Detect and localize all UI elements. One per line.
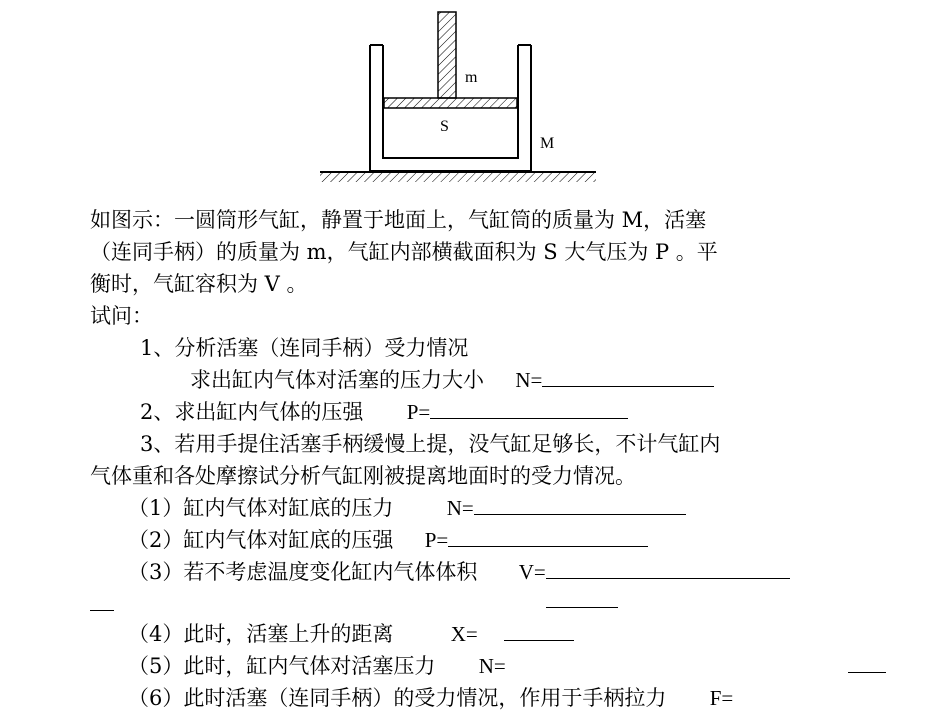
piston-handle [438, 12, 456, 98]
sub5-var: N= [478, 654, 506, 678]
sub3-continuation-dash [90, 610, 114, 611]
q1-sub [190, 366, 714, 394]
q1-answer-blank[interactable] [542, 366, 714, 387]
q1-sub-text: 求出缸内气体对活塞的压力大小 [190, 368, 484, 392]
sub1-var: N= [446, 496, 474, 520]
sub6 [128, 684, 733, 712]
sub5-text: （5）此时，缸内气体对活塞压力 [128, 654, 436, 678]
sub5 [128, 652, 506, 680]
sub5-answer-blank[interactable] [848, 672, 886, 673]
sub2 [128, 526, 648, 554]
q2 [140, 398, 628, 426]
sub4-answer-blank[interactable] [504, 620, 574, 641]
sub1-text: （1）缸内气体对缸底的压力 [128, 496, 394, 520]
q2-var: P= [406, 400, 431, 424]
ground-hatch [320, 172, 596, 182]
sub3-continuation-blank[interactable] [546, 607, 618, 608]
sub1 [128, 494, 686, 522]
q3-line-2: 气体重和各处摩擦试分析气缸刚被提离地面时的受力情况。 [90, 464, 636, 488]
sub2-answer-blank[interactable] [448, 526, 648, 547]
sub4 [128, 620, 574, 648]
sub6-text: （6）此时活塞（连同手柄）的受力情况，作用于手柄拉力 [128, 686, 667, 710]
label-M: M [540, 135, 555, 152]
intro-line-3: 衡时，气缸容积为 V 。 [90, 272, 308, 296]
sub1-answer-blank[interactable] [474, 494, 686, 515]
q3-line-1: 3、若用手提住活塞手柄缓慢上提，没气缸足够长，不计气缸内 [140, 432, 721, 456]
sub3 [128, 558, 790, 586]
sub4-var: X= [450, 622, 478, 646]
q1-var: N= [515, 368, 543, 392]
sub2-var: P= [424, 528, 449, 552]
sub4-text: （4）此时，活塞上升的距离 [128, 622, 394, 646]
sub6-var: F= [709, 686, 734, 710]
intro-line-4: 试问： [90, 304, 153, 328]
intro-line-1: 如图示：一圆筒形气缸，静置于地面上，气缸筒的质量为 M，活塞 [90, 208, 707, 232]
sub3-var: V= [518, 560, 546, 584]
label-m: m [465, 69, 478, 86]
q1-title: 1、分析活塞（连同手柄）受力情况 [140, 336, 469, 360]
piston [384, 98, 517, 108]
sub3-text: （3）若不考虑温度变化缸内气体体积 [128, 560, 478, 584]
q2-answer-blank[interactable] [430, 398, 628, 419]
intro-line-2: （连同手柄）的质量为 m，气缸内部横截面积为 S 大气压为 P 。平 [90, 240, 718, 264]
cylinder-diagram [300, 0, 620, 190]
sub3-answer-blank[interactable] [546, 558, 790, 579]
q2-text: 2、求出缸内气体的压强 [140, 400, 364, 424]
label-S: S [440, 118, 449, 135]
sub2-text: （2）缸内气体对缸底的压强 [128, 528, 394, 552]
